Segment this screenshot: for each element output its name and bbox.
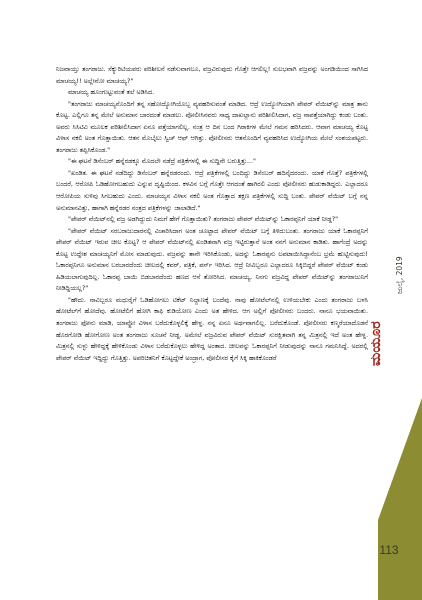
story-paragraph-5: "ಖಂಡಿತ. ಈ ಘಟನೆ ನಡೆದಿದ್ದು ಡಿಸೆಂಬರ್ ಹನ್ನೆರಡರಂದು. ಆದ್ರೆ ಪತ್ರಿಕೆಗಳಲ್ಲಿ ಬಂದಿದ್ದು ಡಿಸೆಂಬರ್ ಹದಿನೈದರಂದು. ಯಾಕೆ ಗೊತ್ತೆ? ಪತ್ರಿಕೆಗಳಲ್ಲಿ ಬಂದರೆ, ಆರೋಪಿ ಓಡಿಹೋಗಬಹುದು ಎನ್ನುವ ದೃಷ್ಟಿಯಿಂದ. ಕಳವಿನ ಬಗ್ಗೆ ಗೊತ್ತೇ ಆಗದಂತೆ ಹಾಗಿರಲಿ ಎಂದು ಪೋಲೀಸರು ಹುಡುಕಾಡಿದ್ದರು. ಎಲ್ಲಾದರೂ ಆರೋಪಿಯ ಸುಳಿವು ಸಿಗಬಹುದು ಎಂದು. ಮಾಚಯ್ಯನ ವಿಳಾಸ ನಕಲಿ ಅಂತ ಗೊತ್ತಾದ ತಕ್ಷಣ ಪತ್ರಿಕೆಗಳಲ್ಲಿ ಸುದ್ದಿ ಬಂತು. ಪೇಪರ್ ವೆಯಿಟ್ ಬಗ್ಗೆ ನನ್ನ ಅನುಮಾನವಿತ್ತು, ಹಾಗಾಗಿ ಹನ್ನೆರಡರ ನಂತ್ರದ ಪತ್ರಿಕೆಗಳನ್ನು ಜಾಲಾಡಿದೆ." [56, 168, 368, 212]
magazine-name: ಮಯೂರ [368, 321, 384, 366]
page-number: 113 [379, 543, 399, 557]
story-paragraph-3: "ತಂಗರಾಜು ಮಾಚಯ್ಯನೊಂದಿಗೆ ತನ್ನ ಸಹೋದ್ಯೋಗಿಯೊಬ್ಬ ವ್ಯವಹರಿಸುವಂತೆ ಮಾಡಿದ. ಆದ್ರೆ ಉದ್ಯೋಗಿಯಾಗಿ ಪೇಪರ್ ವೆಯಿಟ್‌ನ್ನು ಮಾತ್ರ ತಾನು ಕೊಟ್ಟ. ಎಲ್ಲಿಗೂ ತನ್ನ ಮೇಲೆ ಅನುಮಾನ ಬಾರದಂತೆ ಮಾಡಲು. ಪೋಲೀಸಿನವರು ಸಾಧ್ಯ ದಾಖಲ್ಲಾನು ಪರಿಶೀಲಿಸಿದಾಗ, ವಜ್ರ ನಾಪತ್ತೆಯಾಗಿದ್ದು ಕಂಡು ಬಂತು. ಅವರು ಸಿಸಿಟಿವಿ ಮೂಲಕ ಪರಿಶೀಲಿಸಿದಾಗ ಏನೂ ಪತ್ತೆಯಾಗಲಿಲ್ಲ. ನಂತ್ರ ಆ ದಿನ ಬಂದ ಗಿರಾಕಿಗಳ ಮೇಲೆ ಗಮನ ಹರಿಸಿದರು. ಆವಾಗ ಮಾಚಯ್ಯ ಕೊಟ್ಟ ವಿಳಾಸ ನಕಲಿ ಅಂತ ಗೊತ್ತಾಯಿತು. ಆತನ ಮೊಬೈಲು ಸ್ವಿಚ್ ಆಫ್ ಆಗಿತ್ತು. ಪೋಲೀಸರು ಆತನೊಂದಿಗೆ ವ್ಯವಹರಿಸಿದ ಉದ್ಯೋಗಿಯ ಮೇಲೆ ಸಂಶಯಪಟ್ಟರು. ತಂಗರಾಜು ತಪ್ಪಿಸಿಕೊಂಡ." [56, 99, 368, 154]
story-paragraph-4: "ಈ ಘಟನೆ ಡಿಸೆಂಬರ್ ಹನ್ನೆರಡಕ್ಕೂ ಮೊದಲೇ ನಡೆದ್ರೆ ಪತ್ರಿಕೆಗಳಲ್ಲಿ ಈ ಸುದ್ದಿನೇ ಬರುತ್ತಿತ್ತು..." [68, 157, 256, 166]
olive-corner-shape [378, 0, 422, 600]
story-text-column [56, 64, 368, 364]
page-side-band [378, 0, 422, 600]
story-paragraph-6: "ಪೇಪರ್ ವೆಯಿಟ್‌ನಲ್ಲಿ ವಜ್ರ ಅಡಗಿದ್ದುದು ನಿಮಗೆ ಹೇಗೆ ಗೊತ್ತಾಯಿತು? ತಂಗರಾಜು ಪೇಪರ್ ವೆಯಿಟ್‌ನ್ನು ಓಕಾರಪ್ಪನಿಗೆ ಯಾಕೆ ನೀಡ್ದ?" [68, 215, 339, 224]
story-paragraph-1: ನಿಜವಾಯ್ತು ತಂಗರಾಜು. ಸೆಕ್ಯುರಿಟಿಯವರು ಪರಿಶೀಲನೆ ನಡೆಸುವಾಗಲೂ, ವಜ್ರವಿರುವುದು ಗೊತ್ತೇ ಆಗಲಿಲ್ಲ! ಸುಲಭವಾಗಿ ವಜ್ರವನ್ನು ಅಂಗಡಿಯಿಂದ ಸಾಗಿಸಿದ ಮಾಚಯ್ಯ!! ಅಲ್ಲೇನೋ ಮಾಚಯ್ಯ?" [56, 65, 368, 85]
story-paragraph-8: "ಹೌದು. ನಾವಿಬ್ಬರೂ ಮಧುರೈಗೆ ಓಡಿಹೋಗಲು ಟಿಕೆಟ್ ನಿಲ್ದಾಣಕ್ಕೆ ಬಂದೆವು. ನಾವು ಹೋಟೆಲ್‌ನಲ್ಲಿ ಉಳಿಯಬೇಕು ಎಂದು ತಂಗರಾಜು ಬಳಸಿ ಹೋಟೆಲ್‌ಗೆ ಹೋದೆವು. ಹೋಟೆಲಿಗೆ ಹೋಗಿ ಕಾಫಿ ಕುಡಿಯೋಣ ಎಂದು ಅತ ಹೇಳಿದ. ಆಗ ಅಲ್ಲಿಗೆ ಪೋಲೀಸರು ಬಂದರು. ನಾನೂ ಭಯವಾಯಿತು. ತಂಗರಾಜು ಫೋನು ಮಾಡಿ, ಯಾವ್ದೋ ವಿಳಾಸ ಬರೆದುಕೊಳ್ಳಲಿಕ್ಕೆ ಹೇಳ್ದ. ನನ್ನ ಏನೂ ಅರ್ಥವಾಗಲಿಲ್ಲ. ಬರೆದುಕೊಂಡೆ. ಪೋಲೀಸರು ಕಣ್ಮರೆಯಾದೊಡನೆ ಹೊರಗೋಡಿ ಹೋಗೋಣ ಅಂತ ತಂಗರಾಜು ಸೂಚನೆ ನೀಡ್ದ. ಅಮೇಲೆ ವಜ್ರವಿರುವ ಪೇಪರ್ ವೆಯಿಟ್ ಸುರಕ್ಷಿತವಾಗಿ ತನ್ನ ಮಿತ್ರನಲ್ಲಿ ಇದೆ ಅಂತ ಹೇಳ್ದ. ಮಿತ್ರನಲ್ಲಿ ಸುಳ್ಳು ಹೇಳಿದ್ದಕ್ಕೆ ಹೇಳಿಕೊಂಡು ವಿಳಾಸ ಬರೆದುಕೊಳ್ಳಲು ಹೇಳಿದ್ದ ಅಂತಾದ. ಚೀಲವನ್ನು ಓಕಾರಪ್ಪನಿಗೆ ನೀಡುವುದನ್ನು ನಾನೂ ಗಮನಿಸಿದ್ದೆ. ಅದರಲ್ಲಿ ಪೇಪರ್ ವೆಯಿಟ್ ಇದ್ದಿದ್ದು ಗೊತ್ತಿತ್ತು. ಅಪರಿಚಿತನಿಗೆ ಕೊಟ್ಟದ್ದೇಕೆ ಅಂದ್ರಾಗ, ಪೋಲೀಸರ ಕೈಗೆ ಸಿಕ್ಕಿ ಹಾಕಿಕೊಂಡರೆ [56, 295, 368, 362]
issue-date: ಜುಲೈ, 2019 [395, 256, 404, 294]
story-paragraph-7: "ಪೇಪರ್ ವೆಯಿಟ್ ಸರಬರಾಜುದಾರನಲ್ಲಿ ವಿಚಾರಿಸಿದಾಗ ಅಂತ ಚೂಟ್ಟಾದ ಪೇಪರ್ ವೆಯಿಟ್ ಬಗ್ಗೆ ತಿಳಿದುಬಂತು. ತಂಗರಾಜು ಯಾಕೆ ಓಕಾರಪ್ಪನಿಗೆ ಪೇಪರ್ ವೆಯಿಟ್ ಇರುವ ಚೀಲ ಕೊಟ್ಟ? ಆ ಪೇಪರ್ ವೆಯಿಟ್‌ನಲ್ಲಿ ಖಂಡಿತವಾಗಿ ವಜ್ರ ಇಟ್ಟಿರುತ್ತಾನೆ ಅಂತ ನನಗೆ ಅನುಮಾನ ಕಾಡಿತು. ಹಾಗೆಂದ್ರೆ ಅದನ್ನು ಕೊಟ್ಟ ಉದ್ದೇಶ ಮಾಚಯ್ಯನಿಗೆ ಮೋಸ ಮಾಡುವುದು. ವಜ್ರವನ್ನು ತಾನೇ ಇರಿಸಿಕೊಂಡು, ಅದನ್ನು ಓಕಾರಪ್ಪನು ಲಪಟಾಯಿಸಿದ್ದಾನೆಂಬ ಭ್ರಮೆ ಹುಟ್ಟಿಸುವುದು! ಓಕಾರಪ್ಪನಿಗೂ ಅನುಮಾನ ಬರಬಾರದೆಂದು ಚೀಲದಲ್ಲಿ ಕವರ್, ಪತ್ರಿಕೆ, ಪರ್ಸ್ ಇರಿಸಿದ. ಆದ್ರೆ ನೀವಿಬ್ಬರೂ ಎಲ್ಲಾದರೂ ಸಿಕ್ಕಿಬಿದ್ದರೆ ಪೇಪರ್ ವೆಯಿಟ್ ಕಂಡು ಹಿಡಿಯಲಾಗುವುದಿಲ್ಲ. ಓಕಾರಪ್ಪ ಬಾಯಿ ಬಿಡಬಾರದೆಂದು ಹಣದ ಆಸೆ ತೋರಿಸಿದ. ಮಾಚಯ್ಯ, ನಿನಗು ವಜ್ರವಿದ್ದ ಪೇಪರ್ ವೆಯಿಟ್‌ನ್ನು ತಂಗರಾಜುನಿಗೆ ನೀಡಿದ್ದಿಯಲ್ಲ?" [56, 226, 368, 293]
story-paragraph-2: ಮಾಚಯ್ಯ ಹೂಂಗುಟ್ಟುವಂತೆ ತಲೆ ಅಡಿಸಿದ. [68, 88, 155, 97]
